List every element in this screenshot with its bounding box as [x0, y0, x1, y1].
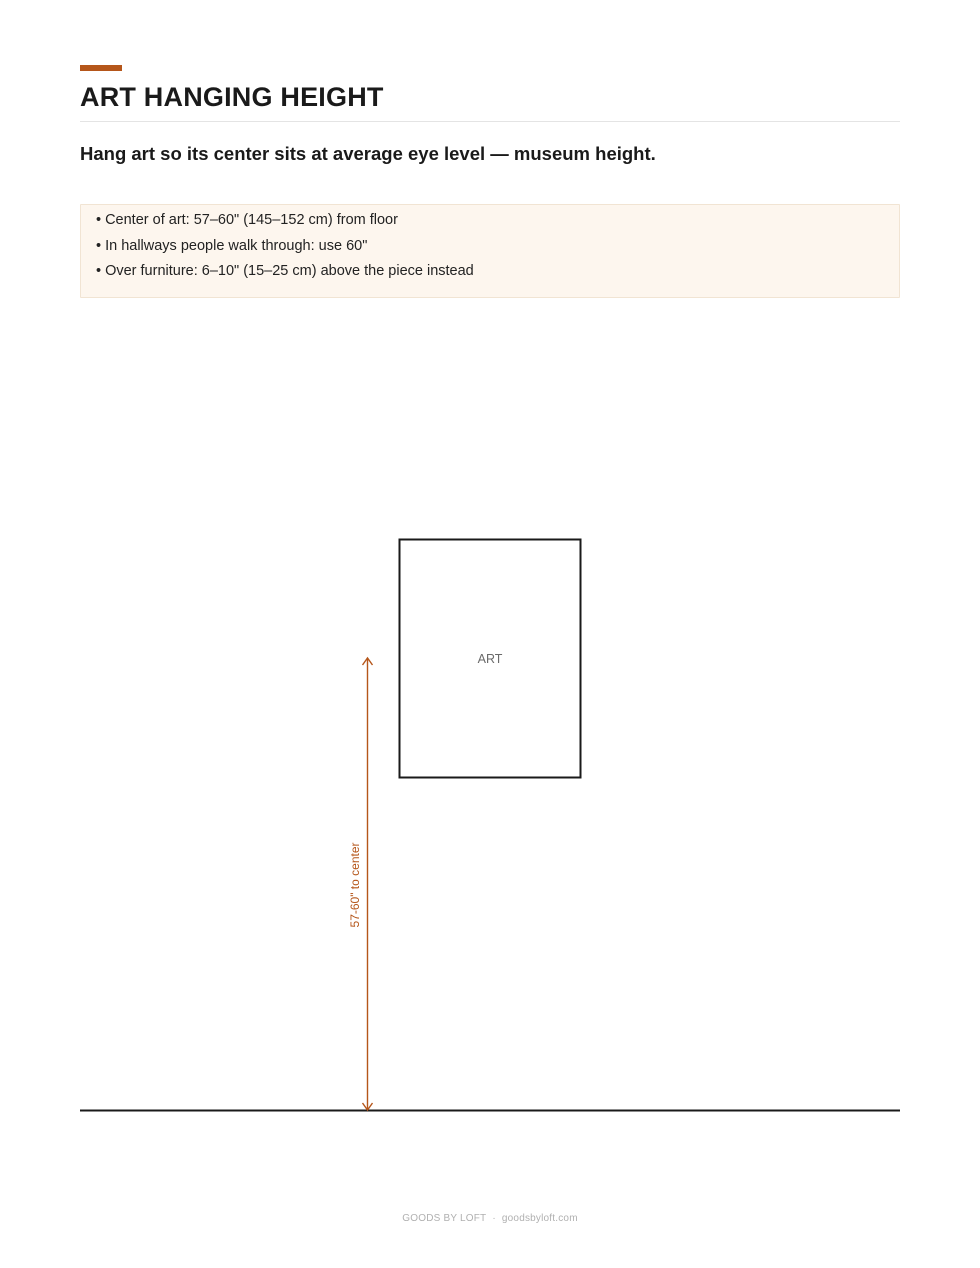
page-subtitle: Hang art so its center sits at average eye level — museum height. — [80, 143, 656, 164]
art-label: ART — [477, 652, 503, 666]
footer-brand: GOODS BY LOFT — [402, 1213, 487, 1224]
tip-item-hallway: • In hallways people walk through: use 60" — [96, 234, 899, 260]
dimension-arrow — [363, 658, 373, 1110]
dimension-label: 57-60" to center — [348, 842, 362, 928]
tip-item-furniture: • Over furniture: 6–10" (15–25 cm) above the piece instead — [96, 259, 899, 285]
footer-separator: · — [492, 1213, 496, 1224]
footer-website: goodsbyloft.com — [501, 1213, 578, 1224]
page-title: ART HANGING HEIGHT — [80, 82, 384, 112]
tip-item-center: • Center of art: 57–60" (145–152 cm) from floor — [96, 208, 899, 234]
footer — [0, 1213, 980, 1224]
